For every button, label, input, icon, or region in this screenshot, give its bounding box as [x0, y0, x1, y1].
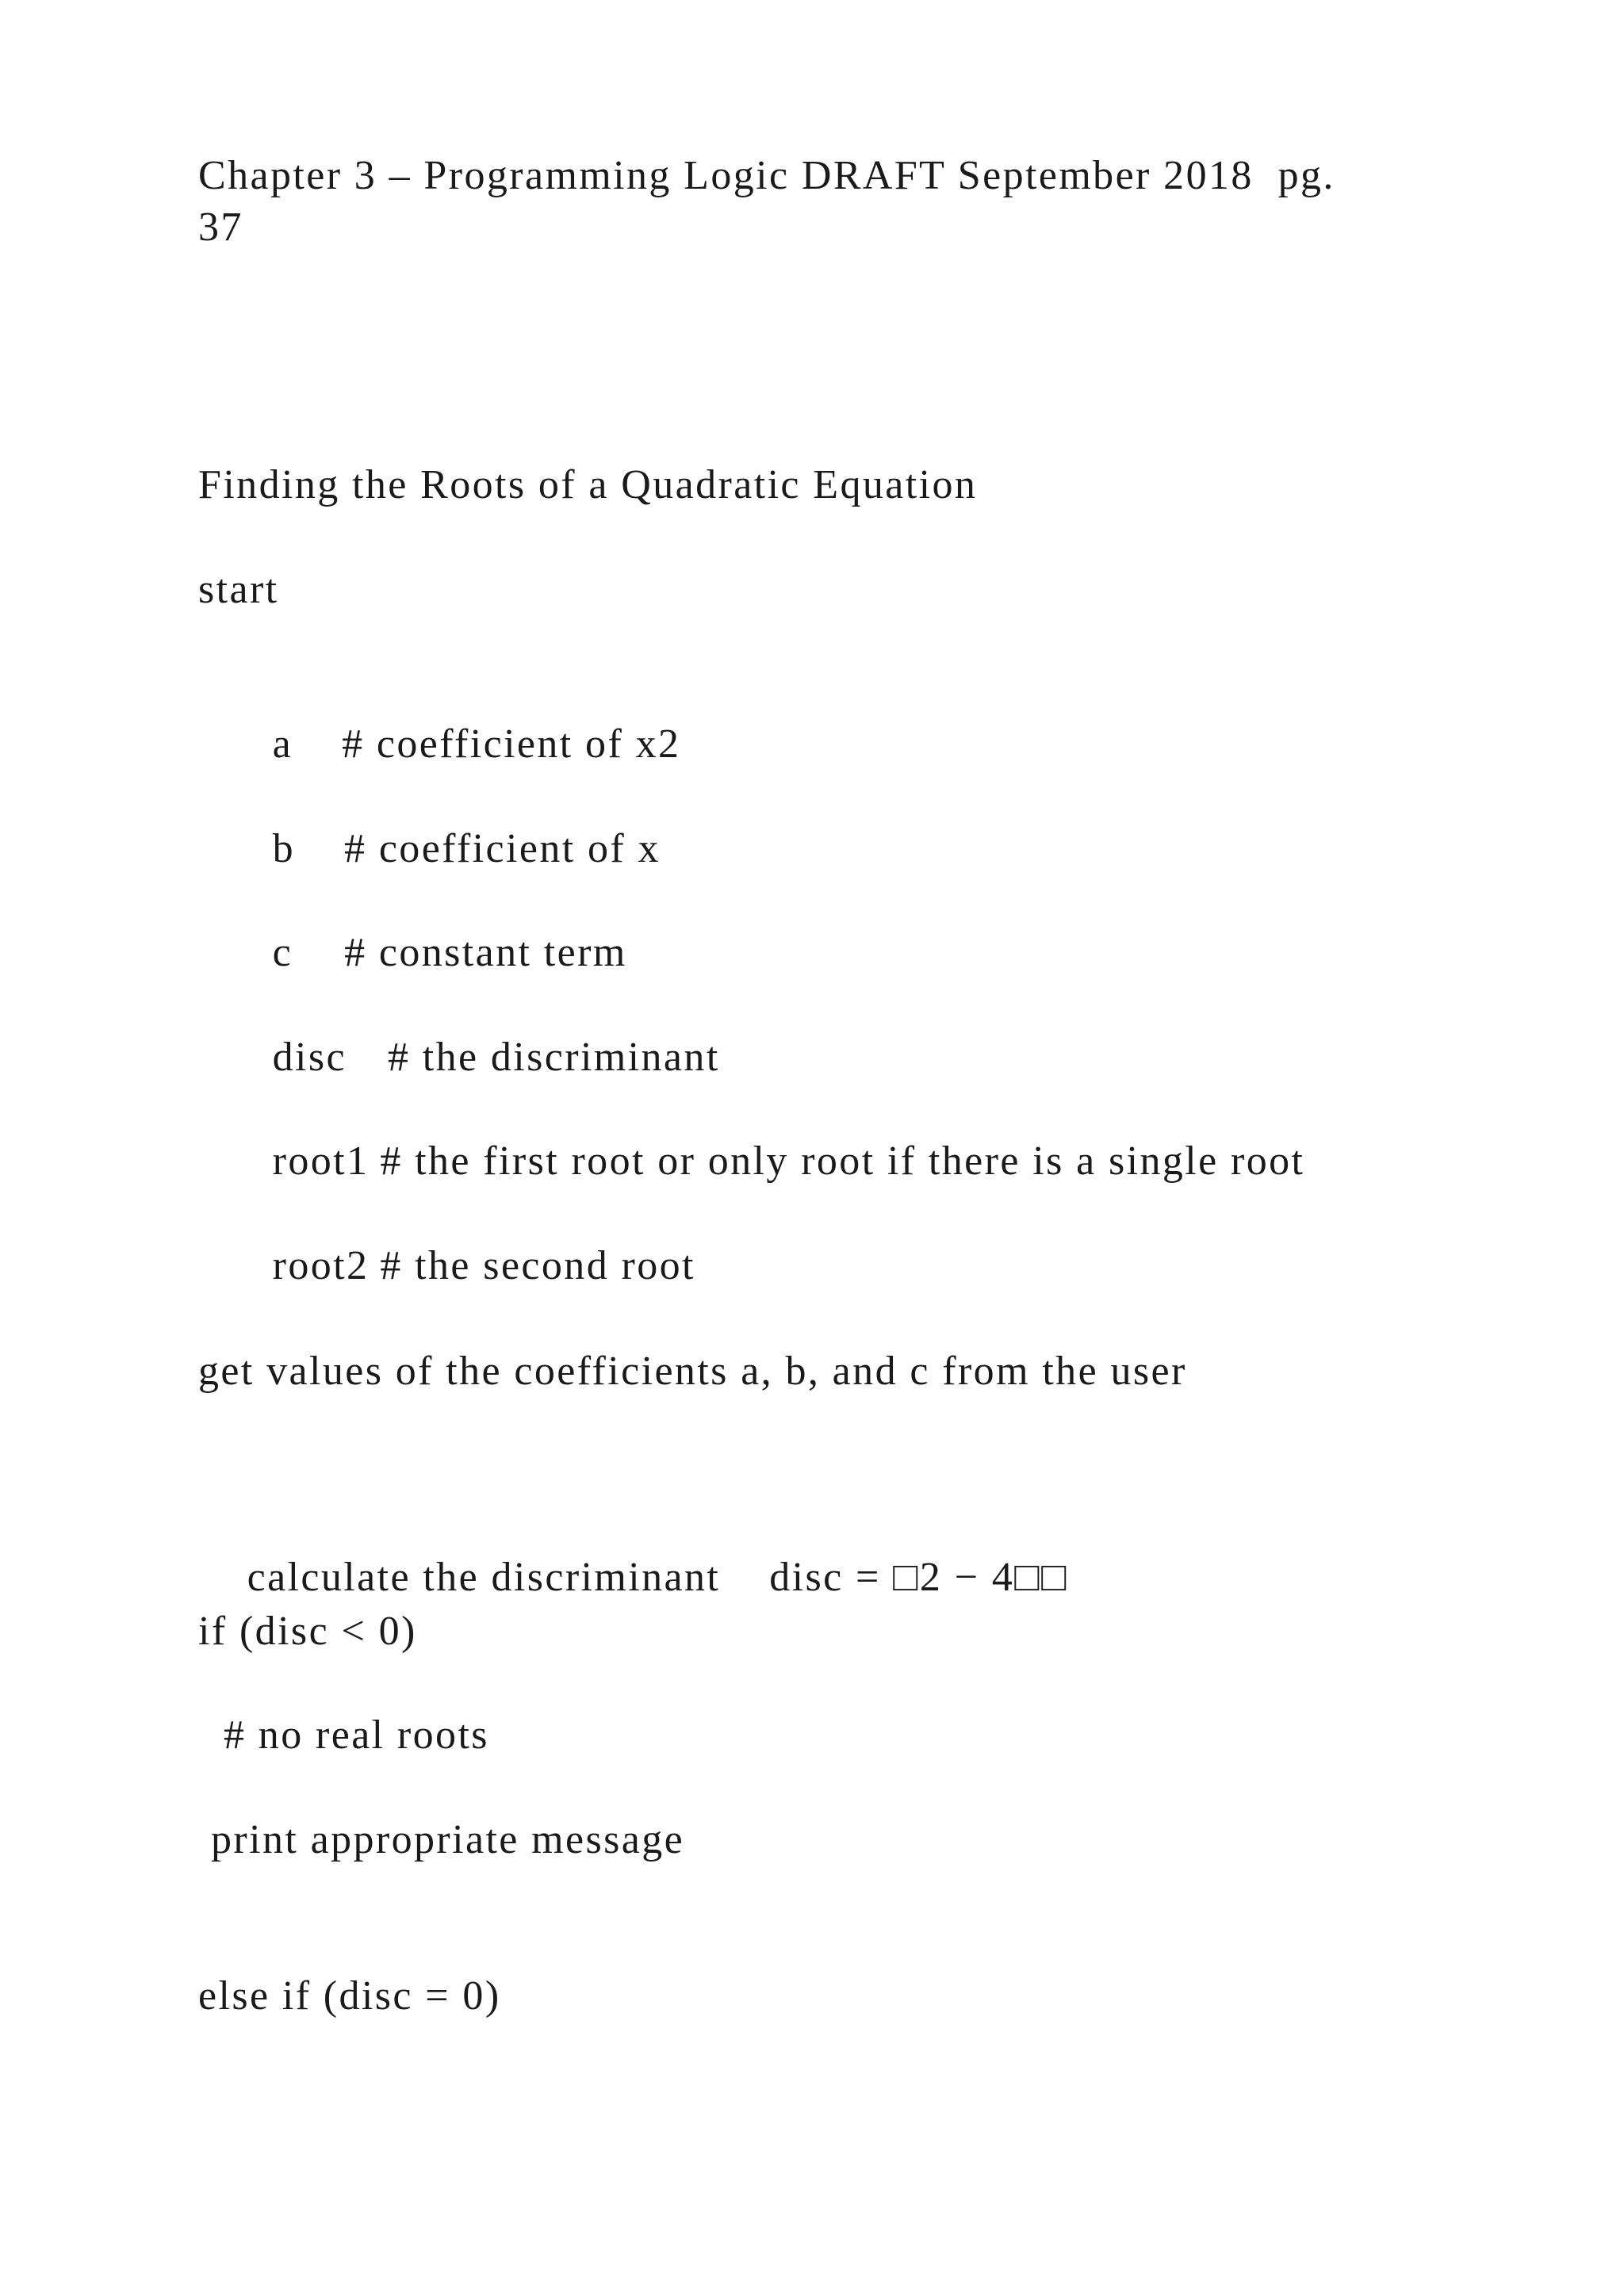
var-name-disc: disc	[272, 1035, 347, 1080]
var-name-b: b	[272, 826, 296, 871]
calc-label: calculate the discriminant	[247, 1555, 721, 1600]
var-name-root2: root2	[272, 1243, 370, 1288]
if-line: if (disc < 0)	[198, 1609, 417, 1654]
no-real-roots-comment: # no real roots	[224, 1712, 489, 1758]
start-keyword: start	[198, 567, 279, 612]
print-message-line: print appropriate message	[211, 1817, 685, 1862]
var-comment-root2: # the second root	[380, 1243, 695, 1288]
var-comment-c: # constant term	[344, 930, 627, 975]
page-header-line1: Chapter 3 – Programming Logic DRAFT September 2018 pg.	[198, 153, 1335, 198]
else-if-line: else if (disc = 0)	[198, 1973, 501, 2019]
page-header-line2: 37	[198, 205, 243, 250]
get-values-line: get values of the coefficients a, b, and c from the user	[198, 1349, 1187, 1394]
var-comment-disc: # the discriminant	[387, 1035, 720, 1080]
var-line-root2	[224, 1190, 695, 1342]
var-comment-b: # coefficient of x	[344, 826, 661, 871]
var-comment-root1: # the first root or only root if there is a single root	[380, 1138, 1305, 1184]
var-comment-a: # coefficient of x2	[342, 721, 681, 767]
var-name-root1: root1	[272, 1138, 370, 1184]
section-title: Finding the Roots of a Quadratic Equation	[198, 462, 978, 507]
calc-formula: disc = □2 − 4□□	[769, 1555, 1068, 1600]
var-name-c: c	[272, 930, 293, 975]
var-name-a: a	[272, 721, 293, 767]
